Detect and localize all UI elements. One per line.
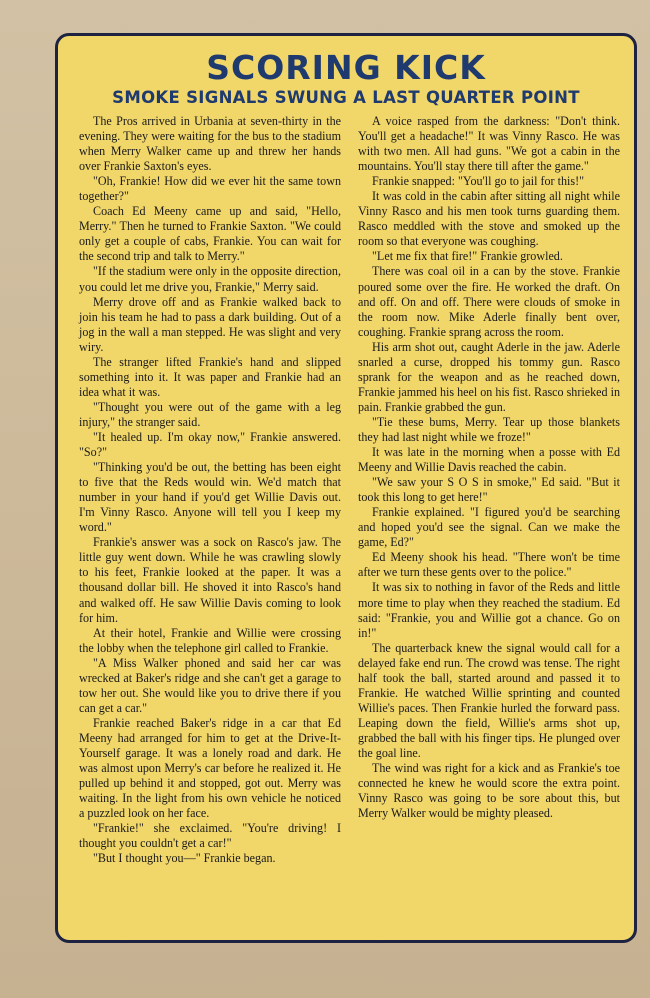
paragraph: Coach Ed Meeny came up and said, "Hello, Merry." Then he turned to Frankie Saxton. "We could only get a couple of cabs, Frankie. You can wait for the second trip and talk to Merry.": [79, 204, 341, 264]
paragraph: "Tie these bums, Merry. Tear up those blankets they had last night while we froze!": [358, 414, 620, 444]
paragraph: "We saw your S O S in smoke," Ed said. "But it took this long to get here!": [358, 475, 620, 505]
paragraph: The wind was right for a kick and as Frankie's toe connected he knew he would score the extra point. Vinny Rasco was going to be sore about this, but Merry Walker would be mighty pleased.: [358, 761, 620, 821]
paragraph: It was cold in the cabin after sitting all night while Vinny Rasco and his men took turns guarding them. Rasco meddled with the stove and smoked up the room so that everyone was coughing.: [358, 189, 620, 249]
paragraph: The Pros arrived in Urbania at seven-thirty in the evening. They were waiting for the bus to the stadium when Merry Walker came up and threw her hands over Frankie Saxton's eyes.: [79, 114, 341, 174]
paragraph: "Let me fix that fire!" Frankie growled.: [372, 249, 563, 264]
paragraph: The quarterback knew the signal would call for a delayed fake end run. The crowd was tense. The right half took the ball, started around and passed it to Frankie. He watched Willie sprinting and counted Willie's paces. Then Frankie hurled the forward pass. Leaping down the field, Willie's arms shot up, grabbed the ball with his finger tips. He plunged over the goal line.: [358, 640, 620, 760]
paragraph: "It healed up. I'm okay now," Frankie answered. "So?": [79, 429, 341, 460]
paragraph: Ed Meeny shook his head. "There won't be time after we turn these gents over to the police.": [358, 550, 620, 580]
paragraph: His arm shot out, caught Aderle in the jaw. Aderle snarled a curse, dropped his tommy gun. Rasco sprank for the weapon and as he reached down, Frankie jammed his heel on his fist. Rasco shrieked in pain. Frankie grabbed the gun.: [358, 339, 620, 414]
paragraph: Frankie snapped: "You'll go to jail for this!": [372, 174, 585, 189]
paragraph: "Frankie!" she exclaimed. "You're driving! I thought you couldn't get a car!": [79, 821, 341, 851]
story-title: SCORING KICK: [206, 48, 486, 87]
paragraph: "But I thought you—" Frankie began.: [93, 851, 276, 866]
paragraph: "Oh, Frankie! How did we ever hit the same town together?": [79, 174, 341, 204]
left-column: [79, 114, 341, 866]
story-subtitle: SMOKE SIGNALS SWUNG A LAST QUARTER POINT: [112, 88, 580, 107]
paragraph: Frankie's answer was a sock on Rasco's jaw. The little guy went down. While he was crawling slowly to his feet, Frankie looked at the paper. It was a thousand dollar bill. He shoved it into Rasco's hand and walked off. He saw Willie Davis coming to look for him.: [79, 535, 341, 625]
paragraph: Frankie explained. "I figured you'd be searching and hoped you'd see the signal. Can we make the game, Ed?": [358, 505, 620, 550]
paragraph: At their hotel, Frankie and Willie were crossing the lobby when the telephone girl called to Frankie.: [79, 625, 341, 655]
paragraph: "A Miss Walker phoned and said her car was wrecked at Baker's ridge and she can't get a garage to tow her out. She would like you to drive there if you can get a car.": [79, 655, 341, 715]
paragraph: Frankie reached Baker's ridge in a car that Ed Meeny had arranged for him to get at the Drive-It-Yourself garage. It was a lonely road and dark. He was almost upon Merry's car before he realized it. He pulled up behind it and stopped, got out. Merry was waiting. In the light from his own vehicle he noticed a puzzled look on her face.: [79, 715, 341, 821]
paragraph: "If the stadium were only in the opposite direction, you could let me drive you, Frankie," Merry said.: [79, 264, 341, 294]
paragraph: "Thought you were out of the game with a leg injury," the stranger said.: [79, 399, 341, 429]
paragraph: "Thinking you'd be out, the betting has been eight to five that the Reds would win. We'd match that number in your hand if you'd get Willie Davis out. I'm Vinny Rasco. Anyone will tell you I keep my word.": [79, 460, 341, 535]
right-column: [358, 114, 620, 821]
story-panel: [55, 33, 637, 943]
paragraph: The stranger lifted Frankie's hand and slipped something into it. It was paper and Frankie had an idea what it was.: [79, 354, 341, 399]
paragraph: It was six to nothing in favor of the Reds and little more time to play when they reached the stadium. Ed said: "Frankie, you and Willie got a chance. Go on in!": [358, 580, 620, 640]
paragraph: Merry drove off and as Frankie walked back to join his team he had to pass a dark building. Out of a jog in the wall a man stepped. He was slight and very wiry.: [79, 294, 341, 354]
paragraph: A voice rasped from the darkness: "Don't think. You'll get a headache!" It was Vinny Rasco. He was with two men. All had guns. "We got a cabin in the mountains. You'll stay there till after the game.": [358, 114, 620, 174]
paragraph: It was late in the morning when a posse with Ed Meeny and Willie Davis reached the cabin.: [358, 445, 620, 475]
paragraph: There was coal oil in a can by the stove. Frankie poured some over the fire. He worked the draft. On and off. On and off. There were clouds of smoke in the room now. Mike Aderle finally bent over, coughing. Frankie sprang across the room.: [358, 264, 620, 339]
